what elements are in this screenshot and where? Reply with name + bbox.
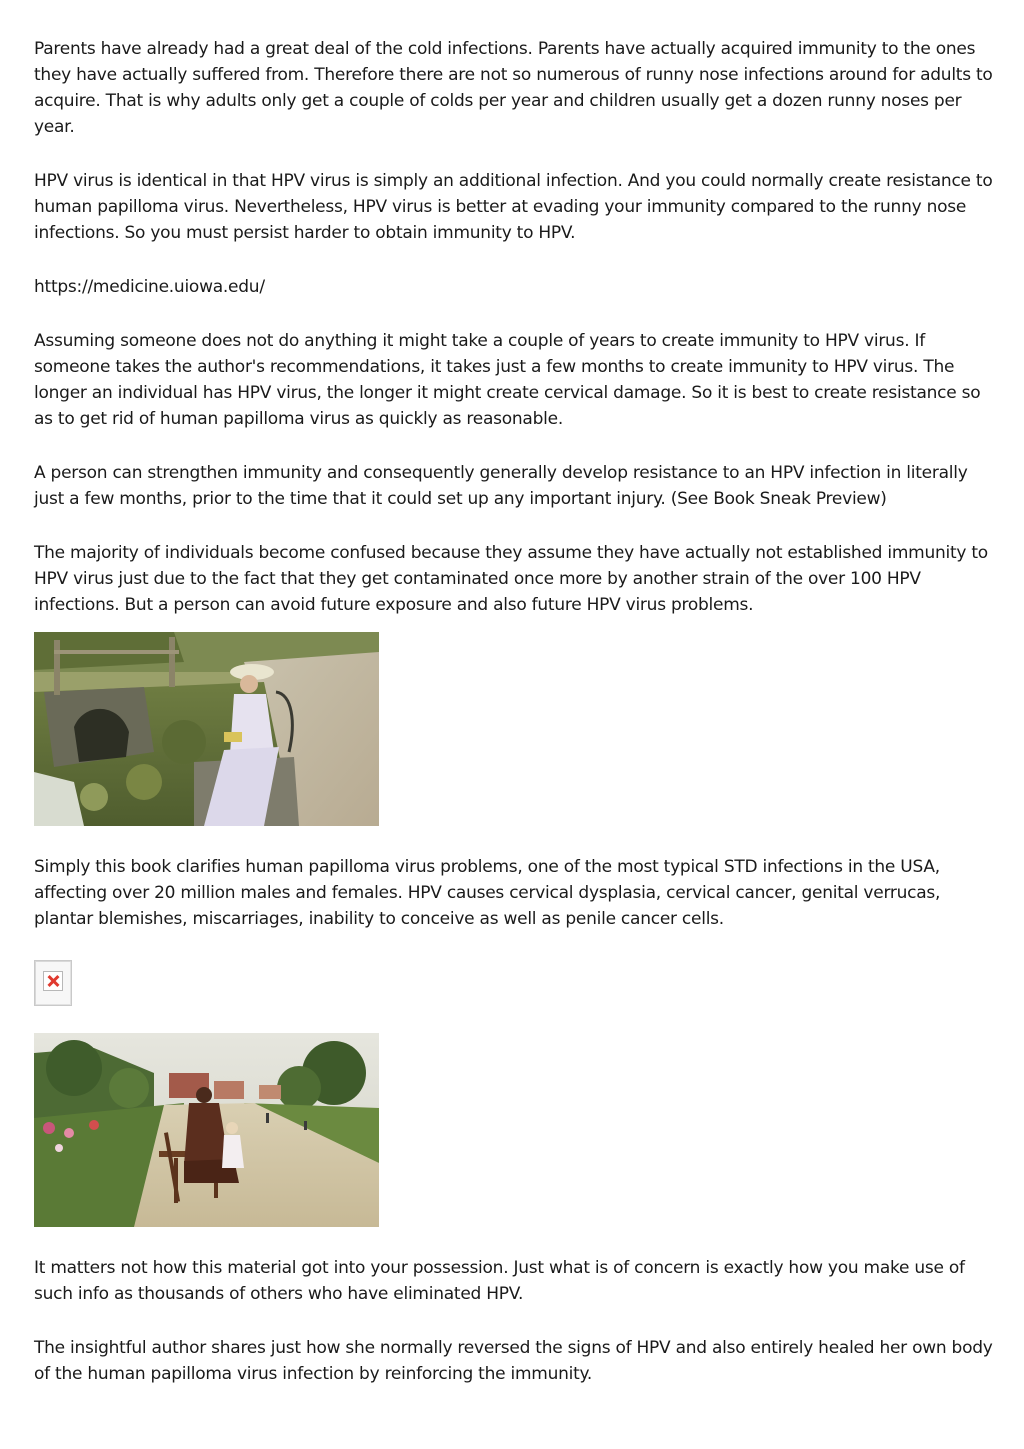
paragraph-cold-infections: Parents have already had a great deal of the cold infections. Parents have actually acquired immunity to the ones they have actually suffered from. Therefore there are not so numerous of runny nose infections around for adults to acquire. That is why adults only get a couple of colds per year and children usually get a dozen runny noses per year. xyxy=(34,39,993,137)
close-icon xyxy=(43,971,63,991)
paragraph-confusion-strains: The majority of individuals become confused because they assume they have actually not established immunity to HPV virus just due to the fact that they get contaminated once more by another strain of the over 100 HPV infections. But a person can avoid future exposure and also future HPV virus problems. xyxy=(34,543,988,615)
paragraph-book-clarifies: Simply this book clarifies human papilloma virus problems, one of the most typical STD infections in the USA, affecting over 20 million males and females. HPV causes cervical dysplasia, cervical cancer, genital verrucas, plantar blemishes, miscarriages, inability to conceive as well as penile cancer cells. xyxy=(34,857,941,929)
paragraph-strengthen-immunity: A person can strengthen immunity and consequently generally develop resistance to an HPV infection in literally just a few months, prior to the time that it could set up any important injury. (See Book Sneak Preview) xyxy=(34,463,968,509)
paragraph-matters-not: It matters not how this material got into your possession. Just what is of concern is exactly how you make use of such info as thousands of others who have eliminated HPV. xyxy=(34,1258,965,1304)
broken-image-icon xyxy=(34,960,72,1006)
document-body xyxy=(34,36,994,1387)
painting-park-bench xyxy=(34,1033,379,1227)
painting-woman-on-bridge xyxy=(34,632,379,826)
paragraph-hpv-identical: HPV virus is identical in that HPV virus is simply an additional infection. And you could normally create resistance to human papilloma virus. Nevertheless, HPV virus is better at evading your immunity compared to the runny nose infections. So you must persist harder to obtain immunity to HPV. xyxy=(34,171,993,243)
paragraph-author-shares: The insightful author shares just how she normally reversed the signs of HPV and also entirely healed her own body of the human papilloma virus infection by reinforcing the immunity. xyxy=(34,1338,993,1384)
paragraph-immunity-timeline: Assuming someone does not do anything it might take a couple of years to create immunity to HPV virus. If someone takes the author's recommendations, it takes just a few months to create immunity to HPV virus. The longer an individual has HPV virus, the longer it might create cervical damage. So it is best to create resistance so as to get rid of human papilloma virus as quickly as reasonable. xyxy=(34,331,981,429)
link-medicine-uiowa[interactable]: https://medicine.uiowa.edu/ xyxy=(34,277,265,297)
